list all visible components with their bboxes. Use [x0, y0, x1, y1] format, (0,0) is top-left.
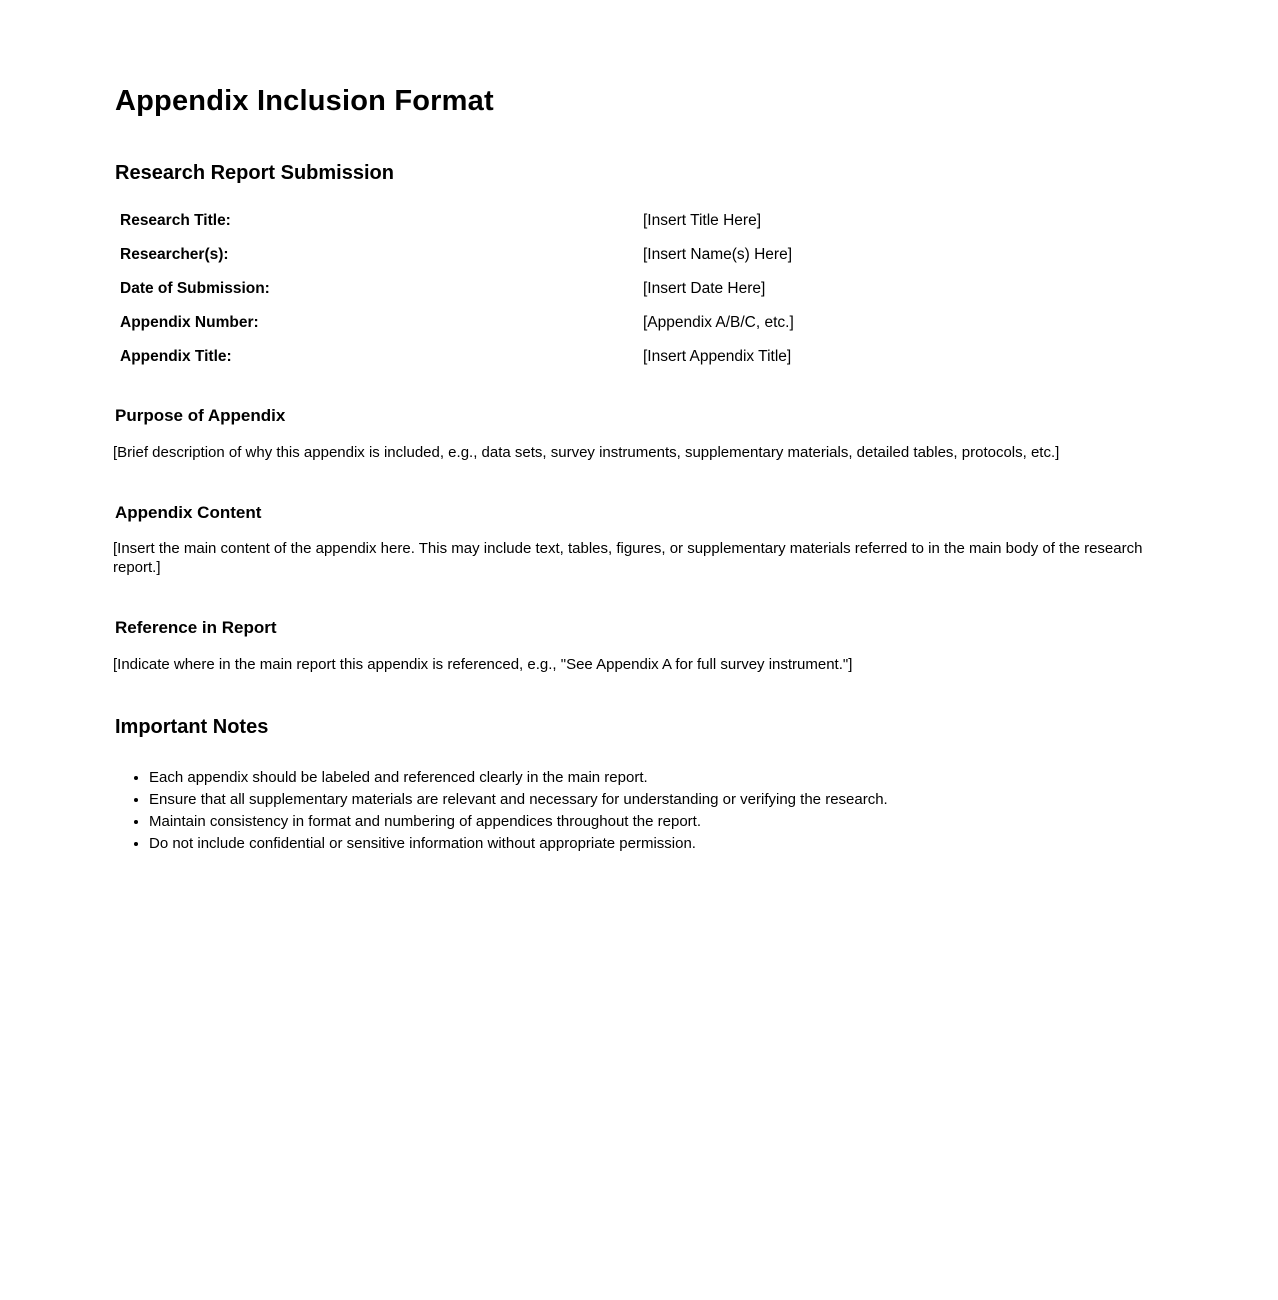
field-row-research-title [120, 213, 1163, 229]
field-label: Research Title: [120, 211, 231, 229]
section-body-placeholder: [Brief description of why this appendix is included, e.g., data sets, survey instruments, supplementary materials, detailed tables, protocols, etc.] [113, 443, 1060, 461]
field-value-placeholder: [Insert Date Here] [643, 279, 766, 297]
note-item: • Ensure that all supplementary materials are relevant and necessary for understanding or verifying the research. [149, 789, 1163, 811]
field-row-appendix-title [120, 349, 1163, 365]
field-value-placeholder: [Insert Name(s) Here] [643, 245, 793, 263]
field-label: Date of Submission: [120, 279, 270, 297]
field-label: Appendix Title: [120, 347, 232, 365]
field-value-placeholder: [Insert Appendix Title] [643, 347, 792, 365]
section-heading: Appendix Content [115, 502, 262, 522]
submission-section-heading: Research Report Submission [115, 161, 394, 184]
notes-list [113, 767, 1163, 855]
note-item: • Each appendix should be labeled and referenced clearly in the main report. [149, 767, 1163, 789]
field-row-date-of-submission [120, 281, 1163, 297]
section-important-notes [113, 716, 1163, 855]
notes-section-heading: Important Notes [115, 715, 269, 738]
field-row-researchers [120, 247, 1163, 263]
field-label: Researcher(s): [120, 245, 229, 263]
field-row-appendix-number [120, 315, 1163, 331]
field-label: Appendix Number: [120, 313, 259, 331]
section-purpose-of-appendix [113, 407, 1163, 462]
section-body-placeholder: [Indicate where in the main report this appendix is referenced, e.g., "See Appendix A for full survey instrument."] [113, 655, 853, 673]
field-value-placeholder: [Insert Title Here] [643, 211, 762, 229]
note-item: • Do not include confidential or sensitive information without appropriate permission. [149, 833, 1163, 855]
section-body-placeholder: [Insert the main content of the appendix here. This may include text, tables, figures, or supplementary materials referred to in the main body of the research report.] [113, 540, 1143, 577]
submission-fields-table [113, 213, 1163, 365]
note-item: • Maintain consistency in format and numbering of appendices throughout the report. [149, 811, 1163, 833]
section-reference-in-report [113, 619, 1163, 674]
section-heading: Reference in Report [115, 618, 277, 638]
section-heading: Purpose of Appendix [115, 405, 286, 425]
section-appendix-content [113, 504, 1163, 578]
document-title: Appendix Inclusion Format [115, 85, 494, 117]
field-value-placeholder: [Appendix A/B/C, etc.] [643, 313, 794, 331]
